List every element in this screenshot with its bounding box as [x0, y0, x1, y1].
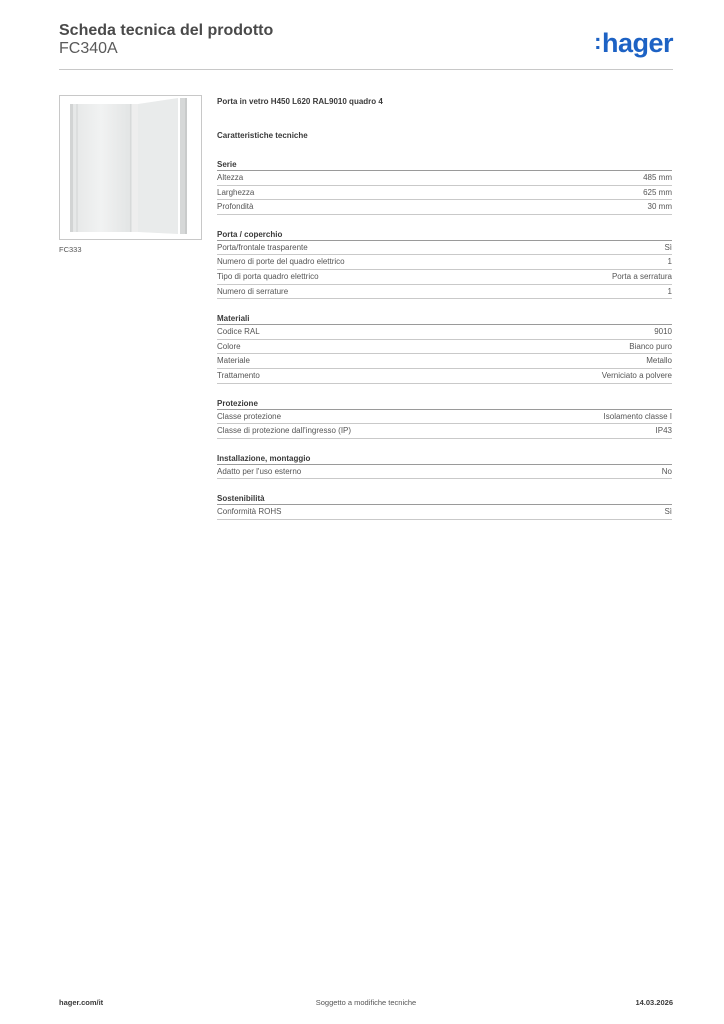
spec-value: 30 mm	[647, 202, 672, 212]
hager-logo	[594, 27, 673, 58]
spec-value: Sì	[664, 242, 672, 252]
section-title: Sostenibilità	[217, 493, 672, 505]
spec-label: Profondità	[217, 202, 254, 212]
spec-section	[217, 398, 672, 439]
spec-label: Codice RAL	[217, 327, 260, 337]
spec-row	[217, 171, 672, 186]
spec-section	[217, 229, 672, 299]
spec-section	[217, 313, 672, 383]
spec-label: Numero di serrature	[217, 286, 289, 296]
spec-value: 485 mm	[643, 173, 672, 182]
spec-row	[217, 255, 672, 270]
spec-value: Bianco puro	[629, 341, 672, 351]
spec-row	[217, 424, 672, 439]
section-title: Materiali	[217, 313, 672, 325]
spec-label: Colore	[217, 341, 241, 351]
page-header	[59, 22, 673, 70]
spec-value: Sì	[664, 507, 672, 517]
logo-colon-icon: :	[594, 29, 601, 54]
spec-row	[217, 410, 672, 425]
spec-label: Classe di protezione dall'ingresso (IP)	[217, 426, 352, 436]
spec-row	[217, 325, 672, 340]
page-title: Scheda tecnica del prodotto	[59, 22, 274, 39]
spec-row	[217, 270, 672, 285]
spec-section	[217, 493, 672, 520]
section-title: Installazione, montaggio	[217, 453, 672, 465]
product-details	[217, 97, 672, 520]
spec-label: Larghezza	[217, 187, 255, 197]
spec-row	[217, 340, 672, 355]
spec-value: 1	[667, 286, 672, 296]
section-title: Porta / coperchio	[217, 229, 672, 241]
glass-door-illustration	[60, 96, 201, 239]
product-description: Porta in vetro H450 L620 RAL9010 quadro 4	[217, 97, 383, 106]
spec-row	[217, 200, 672, 215]
product-code: FC340A	[59, 40, 118, 57]
spec-label: Classe protezione	[217, 411, 282, 421]
spec-label: Materiale	[217, 356, 250, 366]
spec-label: Conformità ROHS	[217, 507, 282, 517]
section-title: Protezione	[217, 398, 672, 410]
spec-value: Verniciato a polvere	[601, 370, 672, 380]
spec-row	[217, 186, 672, 201]
product-image	[59, 95, 202, 240]
footer-date: 14.03.2026	[635, 998, 673, 1007]
spec-value: IP43	[655, 426, 672, 436]
spec-value: Isolamento classe I	[603, 411, 672, 421]
spec-row	[217, 465, 672, 480]
image-caption: FC333	[59, 245, 82, 254]
spec-section	[217, 159, 672, 215]
spec-row	[217, 369, 672, 384]
spec-value: 1	[667, 257, 672, 267]
spec-row	[217, 354, 672, 369]
spec-value: Porta a serratura	[611, 271, 672, 281]
footer-website[interactable]: hager.com/it	[59, 998, 104, 1007]
spec-row	[217, 285, 672, 300]
spec-label: Tipo di porta quadro elettrico	[217, 271, 319, 281]
spec-label: Trattamento	[217, 370, 260, 380]
spec-row	[217, 505, 672, 520]
section-title: Serie	[217, 159, 672, 171]
spec-label: Numero di porte del quadro elettrico	[217, 257, 345, 267]
spec-value: Metallo	[646, 356, 672, 366]
spec-row	[217, 241, 672, 256]
spec-sections	[217, 159, 672, 520]
spec-section	[217, 453, 672, 480]
logo-text: hager	[601, 28, 673, 58]
spec-value: 625 mm	[643, 187, 672, 197]
spec-value: No	[661, 466, 672, 476]
spec-label: Porta/frontale trasparente	[217, 242, 308, 252]
features-heading: Caratteristiche tecniche	[217, 131, 308, 140]
spec-label: Altezza	[217, 173, 244, 182]
footer-notice: Soggetto a modifiche tecniche	[315, 998, 417, 1007]
spec-value: 9010	[654, 327, 672, 337]
spec-label: Adatto per l'uso esterno	[217, 466, 302, 476]
